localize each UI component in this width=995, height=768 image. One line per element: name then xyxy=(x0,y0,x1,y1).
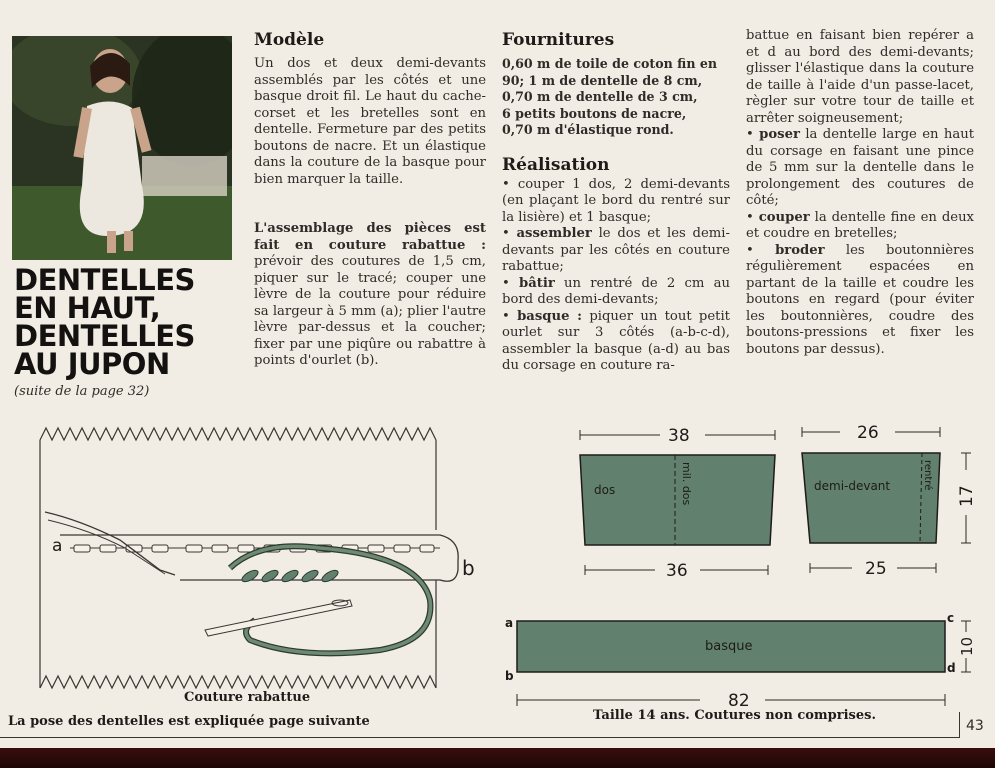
dos-label: dos xyxy=(594,483,616,497)
modele-heading: Modèle xyxy=(254,30,325,50)
suite-intro: battue en faisant bien repérer a et d au bord des demi-devants; glisser l'élastique dans la couture de taille à l'aide d'un passe-lacet, règler sur votre tour de taille et arrêter soigneusement; xyxy=(746,28,974,126)
corner-c: c xyxy=(947,611,955,625)
dim-dos-bottom: 36 xyxy=(666,561,688,581)
title-line-3: DENTELLES xyxy=(14,319,195,353)
subtitle: (suite de la page 32) xyxy=(14,384,150,399)
couture-caption: Couture rabattue xyxy=(184,690,311,705)
page-number: 43 xyxy=(966,718,984,734)
bottom-edge xyxy=(0,748,995,768)
assemblage-text: prévoir des coutures de 1,5 cm, piquer sur le tracé; couper une lèvre de la couture pour réduire sa largeur à 5 mm (a); plier l'autre lèvre par-dessus et la coucher; fixer par une piqûre ou rabattre à points d'ourlet (b). xyxy=(254,254,486,368)
title-line-1: DENTELLES xyxy=(14,263,195,297)
fourniture-line: 90; 1 m de dentelle de 8 cm, xyxy=(502,72,703,88)
realisation-item: • assembler le dos et les demi-devants par les côtés en couture rabattue; xyxy=(502,226,730,274)
fourniture-line: 0,70 m d'élastique rond. xyxy=(502,122,674,137)
fourniture-line: 0,70 m de dentelle de 3 cm, xyxy=(502,89,698,104)
realisation-item: • basque : piquer un tout petit ourlet sur 3 côtés (a-b-c-d), assembler la basque (a-d) au bas du corsage en couture ra- xyxy=(502,308,730,373)
demi-devant-piece xyxy=(802,453,940,543)
fourniture-line: 0,60 m de toile de coton fin en xyxy=(502,56,718,71)
dos-piece xyxy=(580,455,775,545)
realisation-item: • couper 1 dos, 2 demi-devants (en plaçant le bord du rentré sur la lisière) et 1 basque; xyxy=(502,176,730,225)
page-rule-vertical xyxy=(959,712,960,738)
suite-item: • couper la dentelle fine en deux et coudre en bretelles; xyxy=(746,209,974,241)
title-line-2: EN HAUT, xyxy=(14,291,161,325)
realisation-item: • bâtir un rentré de 2 cm au bord des demi-devants; xyxy=(502,275,730,307)
dentelles-note: La pose des dentelles est expliquée page suivante xyxy=(8,714,370,729)
dim-basque-width: 82 xyxy=(728,691,750,711)
corner-d: d xyxy=(947,661,956,675)
corner-b: b xyxy=(505,669,514,683)
suite-item: • poser la dentelle large en haut du corsage en faisant une pince de 5 mm sur la dentelle dans le prolongement des coutures de côté; xyxy=(746,127,974,208)
modele-text: Un dos et deux demi-devants assemblés par les côtés et une basque droit fil. Le haut du cache-corset et les bretelles sont en dentelle. Fermeture par des petits boutons de nacre. Et un élastique dans la couture de la basque pour bien marquer la taille. xyxy=(254,56,486,187)
label-b: b xyxy=(462,556,475,580)
dim-dos-top: 38 xyxy=(668,426,690,446)
page-rule xyxy=(0,737,960,738)
corner-a: a xyxy=(505,616,514,630)
dim-basque-height: 10 xyxy=(958,636,976,656)
mil-dos-label: mil. dos xyxy=(680,462,693,506)
dim-dd-bottom: 25 xyxy=(865,559,887,579)
label-a: a xyxy=(52,536,63,556)
pattern-caption: Taille 14 ans. Coutures non comprises. xyxy=(593,708,876,723)
basque-label: basque xyxy=(705,639,753,654)
dim-dd-top: 26 xyxy=(857,423,879,443)
realisation-heading: Réalisation xyxy=(502,154,610,175)
rentre-label: rentré xyxy=(922,460,933,491)
dim-height: 17 xyxy=(957,485,977,507)
fournitures-heading: Fournitures xyxy=(502,30,615,50)
title-line-4: AU JUPON xyxy=(14,347,170,381)
assemblage-bold: L'assemblage des pièces est fait en couture rabattue : xyxy=(254,221,486,253)
demi-devant-label: demi-devant xyxy=(814,479,891,493)
suite-item: • broder les boutonnières régulièrement espacées en partant de la taille et coudre les boutons en regard (pour éviter les boutonnières, coudre des boutons-pressions et fixer les boutons par dessus). xyxy=(746,242,974,357)
fourniture-line: 6 petits boutons de nacre, xyxy=(502,105,687,121)
